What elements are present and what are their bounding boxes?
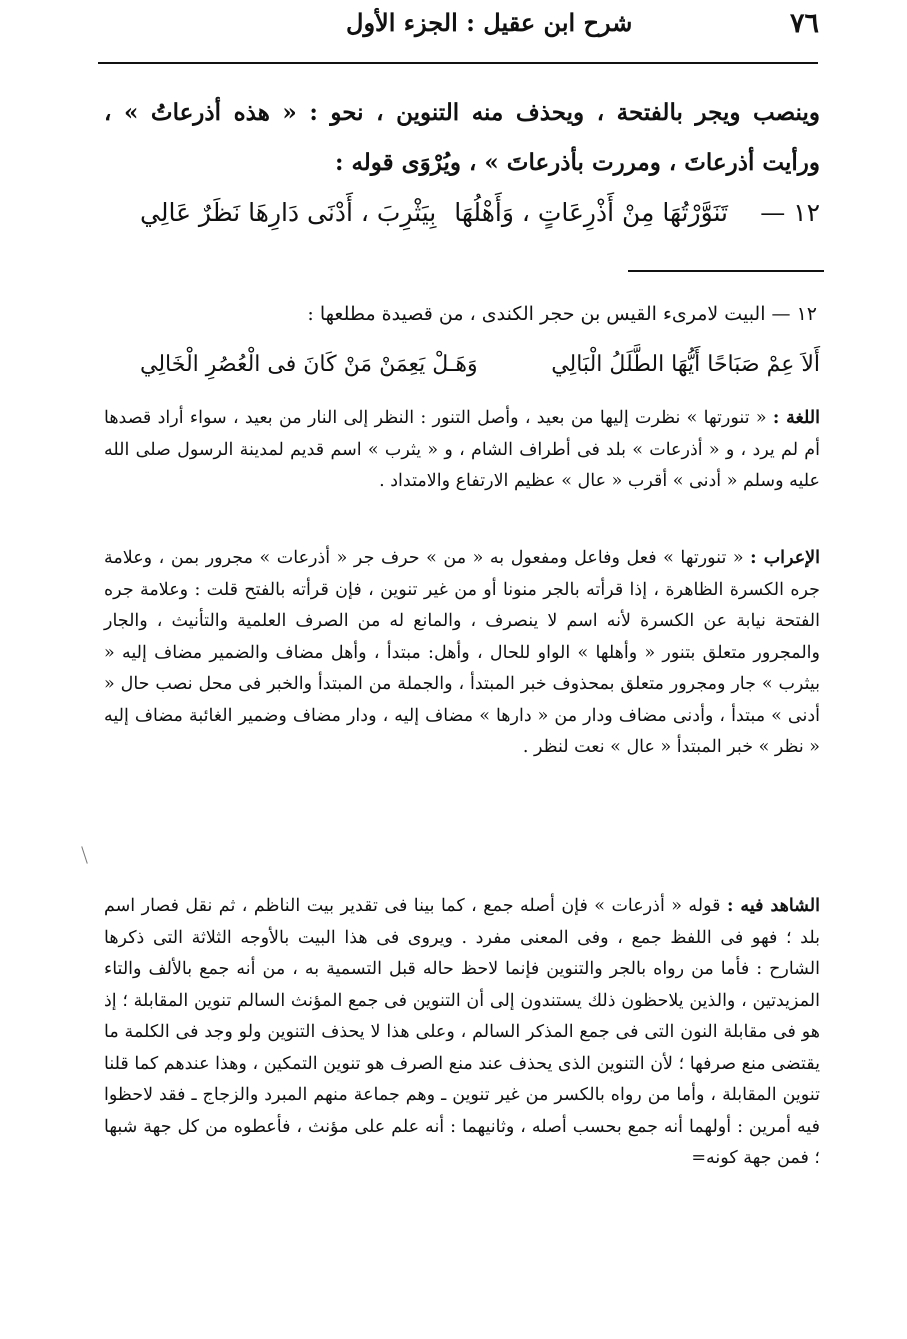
footnote-lugha xyxy=(104,403,820,498)
page-header xyxy=(96,6,819,50)
footnote-verse-second: وَهَـلْ يَعِمَنْ مَنْ كَانَ فى الْعُصُرِ الْخَالِي xyxy=(140,352,478,377)
lugha-text: « تنورتها » نظرت إليها من بعيد ، وأصل التنور : النظر إلى النار من بعيد ، سواء أراد قصدها أم لم يرد ، و « أذرعات » بلد فى أطراف الشام ، و « يثرب » اسم قديم لمدينة الرسول صلى الله عليه وسلم « أدنى » أقرب « عال » عظيم الارتفاع والامتداد . xyxy=(104,408,820,491)
verse-hemistich-second: بِيَثْرِبَ ، أَدْنَى دَارِهَا نَظَرٌ عَالِي xyxy=(140,198,437,227)
running-title: شرح ابن عقيل : الجزء الأول xyxy=(346,8,633,37)
footnote-verse xyxy=(104,352,820,392)
shahid-text: قوله « أذرعات » فإن أصله جمع ، كما بينا فى تقدير بيت الناظم ، ثم نقل فصار اسم بلد ؛ فهو فى اللفظ جمع ، وفى المعنى مفرد . ويروى فى هذا البيت بالأوجه الثلاثة التى ذكرها الشارح : فأما من رواه بالجر والتنوين فإنما لاحظ حاله قبل التسمية به ، من أنه جمع بالألف والتاء المزيدتين ، والذين يلاحظون ذلك يستندون إلى أن التنوين فى جمع المؤنث السالم تنوين المقابلة ؛ إذ هو فى مقابلة النون التى فى جمع المذكر السالم ، وعلى هذا لا يحذف التنوين ولو وجد فى الكلمة ما يقتضى منع صرفها ؛ لأن التنوين الذى يحذف عند منع الصرف هو تنوين التمكين ، وهذا عندهم كما قلنا تنوين المقابلة ، وأما من رواه بالكسر من غير تنوين ـ وهم جماعة منهم المبرد والزجاج ـ فقد لاحظوا فيه أمرين : أولهما أنه جمع بحسب أصله ، وثانيهما : أنه علم على مؤنث ، فأعطوه من كل جهة شبها ؛ فمن جهة كونه= xyxy=(104,896,820,1168)
header-rule xyxy=(98,62,818,64)
irab-heading: الإعراب : xyxy=(750,548,820,568)
footnote-shahid xyxy=(104,891,820,1175)
verse-number: ١٢ — xyxy=(760,198,820,227)
margin-mark xyxy=(81,846,88,863)
page-number: ٧٦ xyxy=(789,8,819,39)
lugha-heading: اللغة : xyxy=(772,408,820,428)
footnote-verse-first: أَلاَ عِمْ صَبَاحًا أَيُّهَا الطَّلَلُ الْبَالِي xyxy=(551,352,820,377)
irab-text: « تنورتها » فعل وفاعل ومفعول به « من » حرف جر « أذرعات » مجرور بمن ، وعلامة جره الكسرة الظاهرة ، إذا قرأته بالجر منونا أو من غير تنوين ، فإن قرأته بالفتح قلت : وعلامة جره الفتحة نيابة عن الكسرة لأنه اسم لا ينصرف ، والمانع له من الصرف العلمية والتأنيث ، والجار والمجرور متعلق بتنور « وأهلها » الواو للحال ، وأهل: مبتدأ ، وأهل مضاف والضمير مضاف إليه « بيثرب » جار ومجرور متعلق بمحذوف خبر المبتدأ ، والجملة من المبتدأ والخبر فى محل نصب حال « أدنى » مبتدأ ، وأدنى مضاف ودار من « دارها » مضاف إليه ، ودار مضاف وضمير الغائبة مضاف إليه « نظر » خبر المبتدأ « عال » نعت لنظر . xyxy=(104,548,820,757)
footnote-irab xyxy=(104,543,820,764)
footnote-intro: ١٢ — البيت لامرىء القيس بن حجر الكندى ، من قصيدة مطلعها : xyxy=(307,303,817,325)
footnote-rule xyxy=(628,270,824,272)
shahid-heading: الشاهد فيه : xyxy=(727,896,820,916)
verse-hemistich-first: تَنَوَّرْتُهَا مِنْ أَذْرِعَاتٍ ، وَأَهْلُهَا xyxy=(454,198,728,227)
main-verse xyxy=(104,198,820,244)
main-paragraph: وينصب ويجر بالفتحة ، ويحذف منه التنوين ، نحو : « هذه أذرعاتُ » ، ورأيت أذرعاتَ ، ومررت بأذرعاتَ » ، ويُرْوَى قوله : xyxy=(104,99,820,176)
